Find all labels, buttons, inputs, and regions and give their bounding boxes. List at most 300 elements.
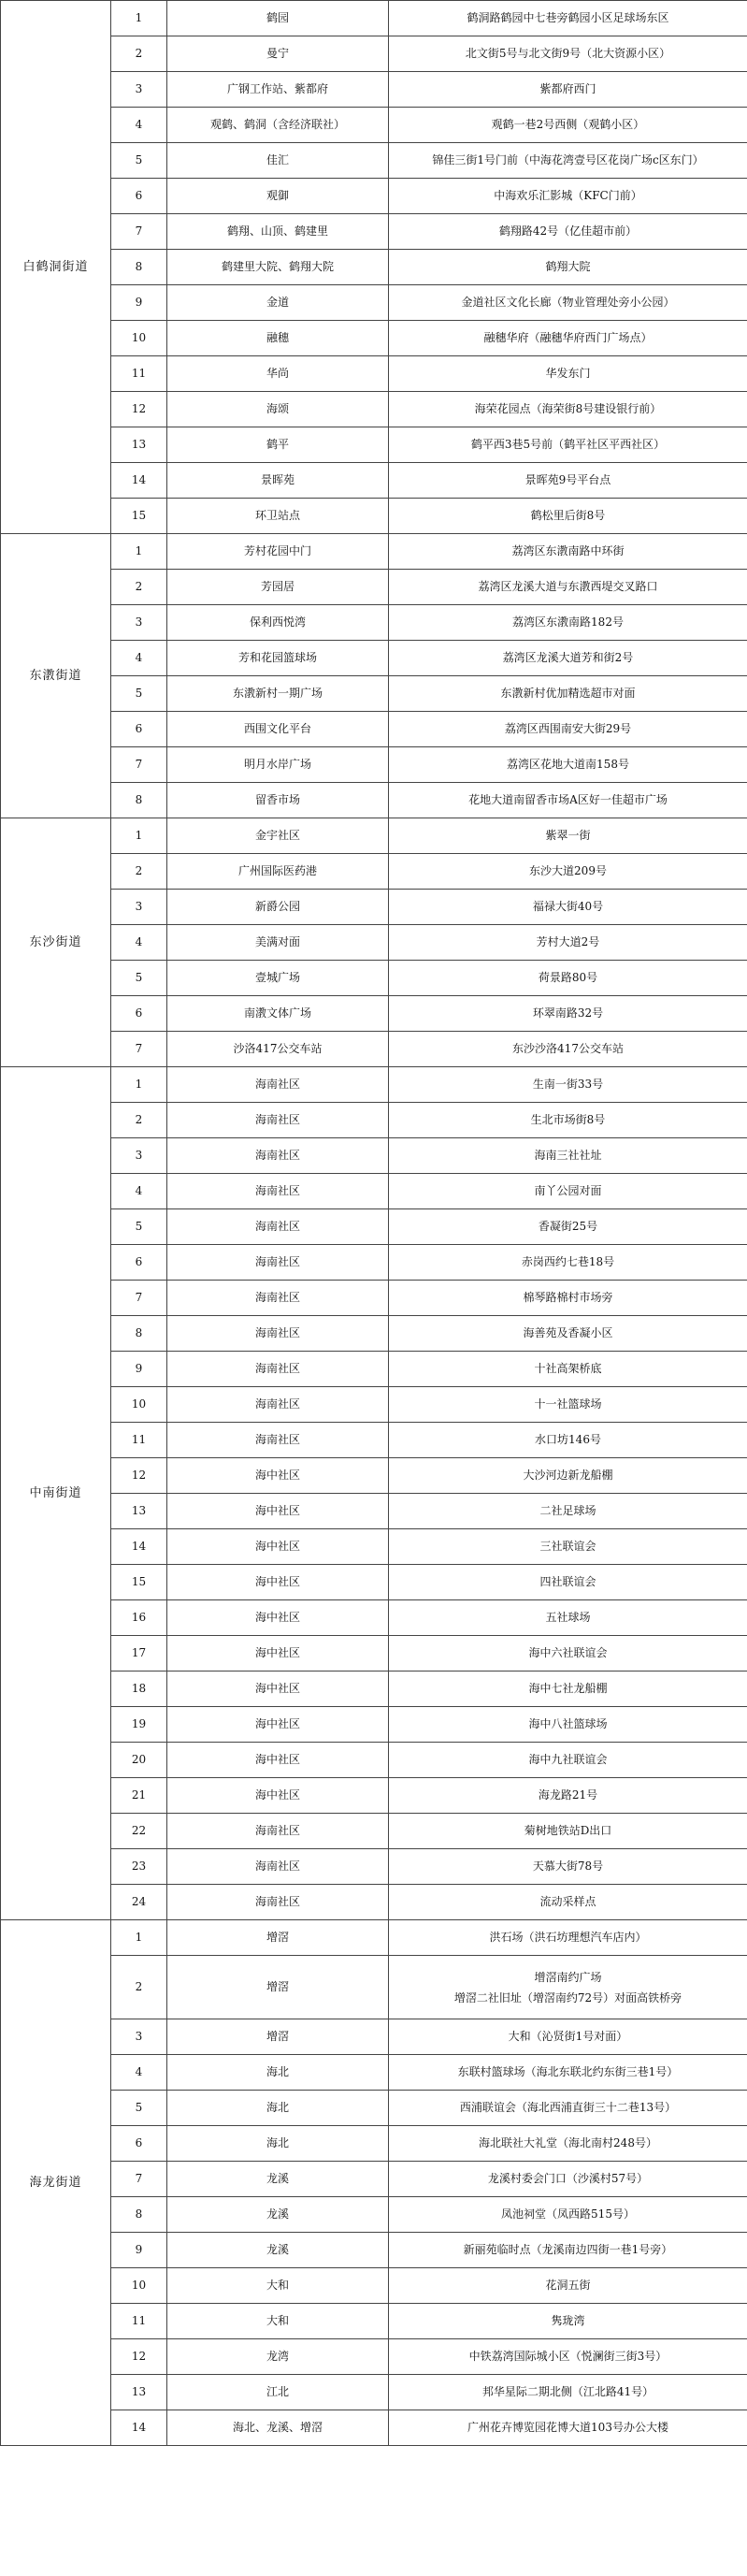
community-name-cell: 鹤翔、山顶、鹤建里 [167,214,389,250]
site-address-cell [389,961,747,996]
community-name-cell: 海中社区 [167,1778,389,1814]
community-name-cell: 龙溪 [167,2162,389,2197]
community-name-cell: 海中社区 [167,1636,389,1672]
site-address-cell [389,2233,747,2268]
community-name-cell: 美满对面 [167,925,389,961]
site-address-cell [389,427,747,463]
site-address-line: 十一社篮球场 [534,1397,602,1411]
site-address-line: 海中六社联谊会 [528,1646,608,1659]
row-number-cell: 9 [111,285,167,321]
site-address-line: 赤岗西约七巷18号 [521,1255,615,1268]
row-number-cell: 5 [111,1209,167,1245]
site-address-line: 鹤洞路鹤园中七巷旁鹤园小区足球场东区 [467,11,669,24]
table-row [1,1316,747,1352]
site-address-cell [389,570,747,605]
row-number-cell: 24 [111,1885,167,1920]
table-row [1,2019,747,2055]
site-address-cell [389,143,747,179]
site-address-cell [389,356,747,392]
street-name-cell: 东漖街道 [1,534,111,818]
site-address-cell [389,1494,747,1529]
site-address-cell [389,996,747,1032]
table-row [1,1494,747,1529]
row-number-cell: 18 [111,1672,167,1707]
table-row [1,1814,747,1849]
community-name-cell: 广州国际医药港 [167,854,389,890]
community-name-cell: 龙溪 [167,2197,389,2233]
site-address-cell [389,1849,747,1885]
table-row [1,108,747,143]
site-address-cell [389,1814,747,1849]
row-number-cell: 3 [111,1138,167,1174]
community-name-cell: 海南社区 [167,1849,389,1885]
table-row [1,818,747,854]
community-name-cell: 海南社区 [167,1423,389,1458]
site-address-line: 观鹤一巷2号西侧（观鹤小区） [491,118,645,131]
site-address-line: 广州花卉博览园花博大道103号办公大楼 [467,2421,668,2434]
community-name-cell: 海南社区 [167,1814,389,1849]
community-name-cell: 芳和花园篮球场 [167,641,389,676]
row-number-cell: 1 [111,818,167,854]
table-row [1,747,747,783]
table-row [1,214,747,250]
community-name-cell: 海中社区 [167,1565,389,1600]
row-number-cell: 11 [111,2304,167,2339]
site-address-cell [389,72,747,108]
table-row [1,1672,747,1707]
community-name-cell: 海南社区 [167,1387,389,1423]
site-address-cell [389,1920,747,1956]
site-address-line: 鹤松里后街8号 [530,509,606,522]
site-address-line: 鹤翔路42号（亿佳超市前） [498,224,638,238]
site-address-line: 南丫公园对面 [534,1184,602,1197]
table-row [1,2304,747,2339]
table-row [1,2197,747,2233]
site-address-cell [389,1245,747,1281]
row-number-cell: 7 [111,1281,167,1316]
site-address-cell [389,392,747,427]
site-address-line: 二社足球场 [539,1504,596,1517]
site-address-cell [389,1103,747,1138]
site-address-cell [389,1707,747,1743]
row-number-cell: 10 [111,1387,167,1423]
row-number-cell: 10 [111,321,167,356]
site-address-line: 十社高架桥底 [534,1362,602,1375]
table-row [1,1743,747,1778]
table-row [1,996,747,1032]
row-number-cell: 5 [111,961,167,996]
site-address-cell [389,250,747,285]
row-number-cell: 6 [111,712,167,747]
table-row [1,356,747,392]
site-address-cell [389,2019,747,2055]
site-address-cell [389,676,747,712]
row-number-cell: 19 [111,1707,167,1743]
site-address-line: 增滘二社旧址（增滘南约72号）对面高铁桥旁 [453,1990,682,2004]
site-address-cell [389,1565,747,1600]
table-row [1,72,747,108]
site-address-cell [389,818,747,854]
community-name-cell: 增滘 [167,1920,389,1956]
site-address-cell [389,179,747,214]
site-address-cell [389,2304,747,2339]
site-address-line: 海荣花园点（海荣街8号建设银行前） [474,402,662,415]
community-name-cell: 海北、龙溪、增滘 [167,2410,389,2446]
site-address-line: 增滘南约广场 [534,1970,602,1984]
table-row [1,1103,747,1138]
row-number-cell: 13 [111,427,167,463]
site-address-cell [389,2268,747,2304]
row-number-cell: 2 [111,1103,167,1138]
site-address-line: 新丽苑临时点（龙溪南边四街一巷1号旁） [463,2243,673,2256]
row-number-cell: 9 [111,1352,167,1387]
site-address-line: 海中九社联谊会 [528,1753,608,1766]
table-row [1,250,747,285]
community-name-cell: 鹤园 [167,1,389,36]
site-address-line: 菊树地铁站D出口 [524,1824,612,1837]
site-address-line: 东沙沙洛417公交车站 [512,1042,624,1055]
row-number-cell: 6 [111,1245,167,1281]
table-row [1,961,747,996]
community-name-cell: 海南社区 [167,1138,389,1174]
site-address-cell [389,1529,747,1565]
row-number-cell: 15 [111,1565,167,1600]
site-address-line: 生北市场街8号 [530,1113,606,1126]
row-number-cell: 22 [111,1814,167,1849]
site-address-cell [389,1387,747,1423]
site-address-line: 中铁荔湾国际城小区（悦澜街三街3号） [468,2350,668,2363]
table-row [1,2162,747,2197]
table-row [1,1245,747,1281]
site-address-cell [389,321,747,356]
table-row [1,1138,747,1174]
community-name-cell: 壹城广场 [167,961,389,996]
row-number-cell: 3 [111,2019,167,2055]
site-address-cell [389,783,747,818]
table-row [1,2410,747,2446]
row-number-cell: 8 [111,2197,167,2233]
community-name-cell: 保利西悦湾 [167,605,389,641]
table-row [1,1067,747,1103]
table-row [1,1529,747,1565]
table-row [1,570,747,605]
site-address-line: 东联村篮球场（海北东联北约东街三巷1号） [457,2065,679,2078]
site-address-cell [389,1138,747,1174]
site-address-line: 华发东门 [545,367,591,380]
community-name-cell: 留香市场 [167,783,389,818]
row-number-cell: 10 [111,2268,167,2304]
row-number-cell: 9 [111,2233,167,2268]
community-name-cell: 海中社区 [167,1529,389,1565]
site-address-cell [389,285,747,321]
table-row [1,1707,747,1743]
site-address-line: 融穗华府（融穗华府西门广场点） [483,331,653,344]
table-row [1,463,747,499]
row-number-cell: 2 [111,1956,167,2019]
site-address-cell [389,641,747,676]
site-address-cell [389,712,747,747]
community-name-cell: 西围文化平台 [167,712,389,747]
community-name-cell: 芳村花园中门 [167,534,389,570]
site-address-line: 五社球场 [545,1611,591,1624]
community-name-cell: 海南社区 [167,1245,389,1281]
site-address-cell [389,499,747,534]
community-name-cell: 海北 [167,2055,389,2091]
row-number-cell: 11 [111,1423,167,1458]
site-address-cell [389,1885,747,1920]
community-name-cell: 海南社区 [167,1103,389,1138]
row-number-cell: 1 [111,534,167,570]
site-address-cell [389,747,747,783]
site-address-line: 北文街5号与北文街9号（北大资源小区） [465,47,671,60]
site-address-cell [389,2375,747,2410]
table-row [1,1032,747,1067]
community-name-cell: 海南社区 [167,1352,389,1387]
community-name-cell: 景晖苑 [167,463,389,499]
community-name-cell: 东漖新村一期广场 [167,676,389,712]
table-row [1,285,747,321]
site-address-cell [389,2055,747,2091]
site-address-cell [389,1956,747,2019]
street-name-cell: 中南街道 [1,1067,111,1920]
site-address-line: 天慕大街78号 [532,1860,604,1873]
row-number-cell: 11 [111,356,167,392]
site-address-line: 环翠南路32号 [532,1006,604,1020]
table-row [1,783,747,818]
table-row [1,1636,747,1672]
site-address-cell [389,1423,747,1458]
site-address-line: 四社联谊会 [539,1575,596,1588]
table-row [1,2339,747,2375]
site-address-line: 大和（沁贤街1号对面） [508,2030,628,2043]
site-address-cell [389,854,747,890]
table-row [1,2126,747,2162]
site-address-cell [389,925,747,961]
community-name-cell: 大和 [167,2304,389,2339]
row-number-cell: 23 [111,1849,167,1885]
site-address-line: 鹤翔大院 [545,260,591,273]
row-number-cell: 1 [111,1067,167,1103]
table-row [1,1600,747,1636]
row-number-cell: 13 [111,2375,167,2410]
community-name-cell: 海南社区 [167,1316,389,1352]
site-address-line: 邦华星际二期北侧（江北路41号） [481,2385,654,2398]
table-row [1,1352,747,1387]
community-name-cell: 曼宁 [167,36,389,72]
row-number-cell: 7 [111,747,167,783]
site-address-line: 龙溪村委会门口（沙溪村57号） [487,2172,649,2185]
table-body [1,1,747,2446]
table-row [1,1778,747,1814]
row-number-cell: 12 [111,392,167,427]
site-address-cell [389,605,747,641]
row-number-cell: 8 [111,1316,167,1352]
site-address-line: 芳村大道2号 [536,935,600,948]
street-name-cell: 海龙街道 [1,1920,111,2446]
row-number-cell: 8 [111,250,167,285]
row-number-cell: 5 [111,676,167,712]
community-name-cell: 增滘 [167,2019,389,2055]
table-row [1,2268,747,2304]
row-number-cell: 14 [111,463,167,499]
table-row [1,1209,747,1245]
community-name-cell: 海北 [167,2091,389,2126]
row-number-cell: 20 [111,1743,167,1778]
community-name-cell: 海南社区 [167,1281,389,1316]
community-name-cell: 海中社区 [167,1707,389,1743]
site-address-line: 隽珑湾 [551,2314,585,2327]
row-number-cell: 5 [111,2091,167,2126]
community-name-cell: 海中社区 [167,1494,389,1529]
row-number-cell: 4 [111,641,167,676]
row-number-cell: 6 [111,2126,167,2162]
site-address-line: 荔湾区花地大道南158号 [507,758,629,771]
table-row [1,1565,747,1600]
community-name-cell: 鹤平 [167,427,389,463]
site-address-cell [389,1174,747,1209]
table-row [1,2375,747,2410]
site-address-line: 荔湾区东漖南路中环街 [511,544,625,557]
table-row [1,36,747,72]
table-row [1,925,747,961]
community-name-cell: 环卫站点 [167,499,389,534]
community-name-cell: 海中社区 [167,1743,389,1778]
site-address-cell [389,463,747,499]
table-row [1,2055,747,2091]
site-address-line: 流动采样点 [539,1895,596,1908]
site-address-cell [389,1672,747,1707]
community-name-cell: 明月水岸广场 [167,747,389,783]
community-name-cell: 南漖文体广场 [167,996,389,1032]
site-address-cell [389,1600,747,1636]
table-row [1,321,747,356]
site-address-line: 海中八社篮球场 [528,1717,608,1730]
row-number-cell: 12 [111,1458,167,1494]
site-address-cell [389,1316,747,1352]
community-name-cell: 龙溪 [167,2233,389,2268]
table-row [1,179,747,214]
row-number-cell: 14 [111,2410,167,2446]
site-address-cell [389,108,747,143]
table-row [1,854,747,890]
site-address-line: 大沙河边新龙船棚 [523,1469,613,1482]
community-name-cell: 海中社区 [167,1458,389,1494]
table-row [1,2233,747,2268]
site-address-cell [389,1352,747,1387]
community-name-cell: 海南社区 [167,1885,389,1920]
street-name-cell: 东沙街道 [1,818,111,1067]
row-number-cell: 12 [111,2339,167,2375]
site-address-cell [389,1778,747,1814]
site-address-cell [389,1636,747,1672]
row-number-cell: 4 [111,925,167,961]
site-address-line: 海龙路21号 [538,1788,598,1802]
row-number-cell: 7 [111,1032,167,1067]
site-address-line: 花洞五街 [545,2279,591,2292]
site-address-line: 荔湾区龙溪大道芳和街2号 [502,651,634,664]
site-address-line: 荷景路80号 [538,971,598,984]
table-row [1,1956,747,2019]
site-address-cell [389,1458,747,1494]
community-name-cell: 佳汇 [167,143,389,179]
community-name-cell: 大和 [167,2268,389,2304]
row-number-cell: 7 [111,214,167,250]
site-address-line: 荔湾区龙溪大道与东漖西堤交叉路口 [478,580,658,593]
community-name-cell: 金宇社区 [167,818,389,854]
site-address-line: 紫翠一街 [545,829,591,842]
row-number-cell: 3 [111,890,167,925]
site-address-line: 锦佳三街1号门前（中海花湾壹号区花岗广场c区东门） [432,153,704,166]
community-name-cell: 观御 [167,179,389,214]
row-number-cell: 17 [111,1636,167,1672]
row-number-cell: 7 [111,2162,167,2197]
community-name-cell: 华尚 [167,356,389,392]
row-number-cell: 4 [111,108,167,143]
site-address-line: 荔湾区西围南安大街29号 [504,722,632,735]
site-address-line: 三社联谊会 [539,1540,596,1553]
row-number-cell: 16 [111,1600,167,1636]
site-address-cell [389,2091,747,2126]
table-row [1,143,747,179]
table-row [1,499,747,534]
row-number-cell: 3 [111,72,167,108]
row-number-cell: 14 [111,1529,167,1565]
site-address-cell [389,1281,747,1316]
site-address-cell [389,890,747,925]
row-number-cell: 6 [111,179,167,214]
site-address-cell [389,2339,747,2375]
site-address-cell [389,2197,747,2233]
site-address-cell [389,1067,747,1103]
row-number-cell: 3 [111,605,167,641]
community-name-cell: 增滘 [167,1956,389,2019]
row-number-cell: 13 [111,1494,167,1529]
community-name-cell: 观鹤、鹤洞（含经济联社） [167,108,389,143]
row-number-cell: 5 [111,143,167,179]
community-name-cell: 芳园居 [167,570,389,605]
community-name-cell: 海颂 [167,392,389,427]
site-address-cell [389,534,747,570]
site-address-line: 洪石场（洪石坊理想汽车店内） [489,1931,647,1944]
site-address-line: 东沙大道209号 [529,864,607,877]
table-row [1,392,747,427]
table-row [1,890,747,925]
row-number-cell: 4 [111,1174,167,1209]
community-name-cell: 金道 [167,285,389,321]
site-address-cell [389,2162,747,2197]
site-address-line: 棉琴路棉村市场旁 [523,1291,613,1304]
site-address-cell [389,1743,747,1778]
table-row [1,1423,747,1458]
community-name-cell: 海南社区 [167,1209,389,1245]
site-address-line: 香凝街25号 [538,1220,598,1233]
row-number-cell: 2 [111,854,167,890]
site-address-line: 海中七社龙船棚 [528,1682,608,1695]
table-row [1,605,747,641]
site-address-cell [389,214,747,250]
site-address-line: 凤池祠堂（凤西路515号） [501,2207,635,2221]
table-row [1,1920,747,1956]
community-name-cell: 融穗 [167,321,389,356]
street-name-cell: 白鹤洞街道 [1,1,111,534]
row-number-cell: 4 [111,2055,167,2091]
row-number-cell: 1 [111,1,167,36]
community-name-cell: 江北 [167,2375,389,2410]
site-address-line: 鹤平西3巷5号前（鹤平社区平西社区） [470,438,666,451]
row-number-cell: 15 [111,499,167,534]
row-number-cell: 2 [111,36,167,72]
table-row [1,2091,747,2126]
